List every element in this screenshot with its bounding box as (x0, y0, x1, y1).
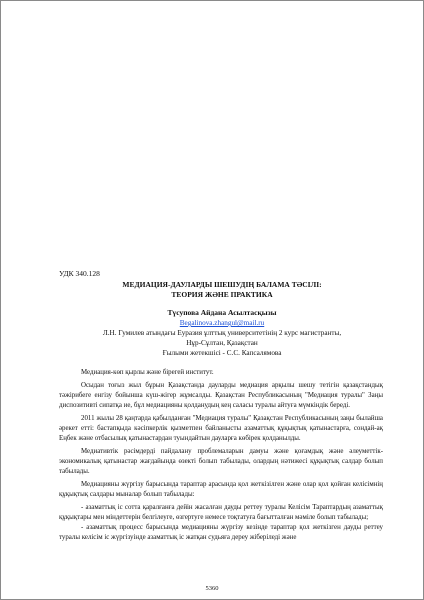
paragraph: - азаматтық іс сотта қаралғанға дейін жасалған дауды реттеу туралы Келісім Тараптардың азаматтық құқықтары мен міндеттерін белгілеуге, өзгертуге немесе тоқтатуға бағытталған мәміле болып табылады; (59, 504, 383, 521)
paragraph: - азаматтық процесс барысында медиацияны жүргізу кезінде тараптар қол жеткізген дауды реттеу туралы келісім іс жүргізуінде азаматтық іс жатқан судьяға дереу жіберіледі және (59, 524, 383, 541)
affiliation-line-3: Ғылыми жетекшісі - С.С. Капсалямова (162, 349, 282, 357)
udk-code: УДК 340.128 (59, 269, 100, 278)
paragraph: Медиацияны жүргізу барысында тараптар арасында қол жеткізілген және олар қол қойған келісімнің құқықтық салдары мыналар болып табылады: (59, 481, 383, 498)
article-title (61, 280, 383, 300)
article-body (59, 368, 383, 543)
paragraph: Осыдан тоғыз жыл бұрын Қазақстанда дауларды медиация арқылы шешу тетігін қазақстандық тәжірибеге енгізу бойынша күш-жігер жұмсалды. Қазақстан Республикасының "Медиация туралы" Заңы диспозитивті сипатқа ие, бұл медиацияны қолданудың кең саласы туралы айтуға мүмкіндік береді. (59, 382, 383, 409)
paragraph: Медиативтік рәсімдерді пайдалану проблемаларын дамуы және қоғамдық және әлеуметтік-экономикалық қатынастар жағдайында өзекті болып табылады, олардың нәтижесі құқықтық салдар болып табылады. (59, 448, 383, 475)
author-affiliation (61, 318, 383, 358)
title-line-1: МЕДИАЦИЯ-ДАУЛАРДЫ ШЕШУДІҢ БАЛАМА ТӘСІЛІ: (122, 280, 322, 289)
author-name: Түсупова Айдана Асылтасқызы (167, 308, 277, 317)
author-email-link[interactable]: Begalinova.zhangul@mail.ru (179, 319, 265, 327)
title-line-2: ТЕОРИЯ ЖӘНЕ ПРАКТИКА (171, 290, 273, 299)
affiliation-line-2: Нұр-Сұлтан, Қазақстан (186, 339, 258, 347)
page-number: 5360 (205, 585, 219, 592)
paragraph: Медиация-көп қырлы және бірегей институт. (81, 369, 214, 376)
affiliation-line-1: Л.Н. Гумилев атындағы Еуразия ұлттық университетінің 2 курс магистранты, (102, 329, 342, 337)
paragraph: 2011 жылы 28 қаңтарда қабылданған "Медиация туралы" Қазақстан Республикасының заңы былайша әрекет етті: бастапқыда кәсіпкерлік қызметпен байланысты азаматтық құқықтық қатынастарға, сондай-ақ Еңбек және отбасылық қатынастардан туындайтын дауларға көбірек қолданылды. (59, 415, 383, 442)
